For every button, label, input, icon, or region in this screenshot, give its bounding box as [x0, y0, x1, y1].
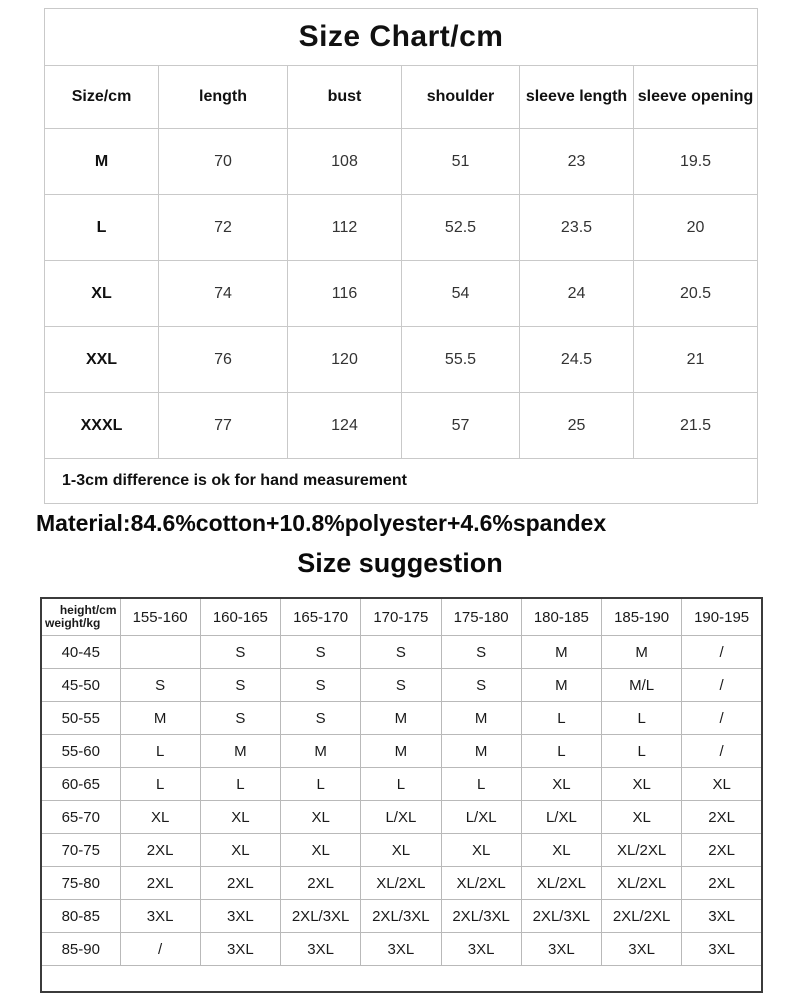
size-suggestion-table [40, 597, 763, 993]
size-recommendation-cell: L [441, 768, 521, 801]
size-recommendation-cell: 3XL [602, 933, 682, 966]
value-cell: 20.5 [634, 261, 758, 327]
size-recommendation-cell: S [281, 636, 361, 669]
size-recommendation-cell: XL [521, 834, 601, 867]
value-cell: 55.5 [402, 327, 520, 393]
value-cell: 21 [634, 327, 758, 393]
size-recommendation-cell: L [521, 735, 601, 768]
size-recommendation-cell: M [521, 636, 601, 669]
size-recommendation-cell: / [682, 702, 762, 735]
size-label-cell: M [45, 129, 159, 195]
size-recommendation-cell: 3XL [361, 933, 441, 966]
size-recommendation-cell: XL [602, 801, 682, 834]
height-column-header: 185-190 [602, 598, 682, 636]
table-row [41, 801, 762, 834]
size-recommendation-cell: S [361, 636, 441, 669]
table-row [41, 900, 762, 933]
value-cell: 112 [288, 195, 402, 261]
value-cell: 76 [159, 327, 288, 393]
value-cell: 54 [402, 261, 520, 327]
weight-label-cell: 45-50 [41, 669, 120, 702]
table-row [41, 702, 762, 735]
size-recommendation-cell: 2XL [120, 867, 200, 900]
size-chart-header-row [45, 66, 758, 129]
value-cell: 74 [159, 261, 288, 327]
size-recommendation-cell: S [441, 669, 521, 702]
size-recommendation-cell: 2XL [682, 834, 762, 867]
column-header: sleeve length [520, 66, 634, 129]
size-suggestion-title: Size suggestion [297, 548, 503, 578]
table-row [41, 735, 762, 768]
size-recommendation-cell: M [361, 735, 441, 768]
measurement-note: 1-3cm difference is ok for hand measurement [45, 459, 758, 504]
table-row [45, 327, 758, 393]
size-label-cell: XL [45, 261, 159, 327]
size-recommendation-cell: 2XL/3XL [521, 900, 601, 933]
value-cell: 23 [520, 129, 634, 195]
size-recommendation-cell: XL/2XL [521, 867, 601, 900]
height-column-header: 190-195 [682, 598, 762, 636]
table-row [41, 669, 762, 702]
column-header: sleeve opening [634, 66, 758, 129]
size-recommendation-cell: L [120, 735, 200, 768]
weight-label-cell: 40-45 [41, 636, 120, 669]
value-cell: 52.5 [402, 195, 520, 261]
size-recommendation-cell: XL [602, 768, 682, 801]
size-chart-table [44, 8, 758, 504]
size-recommendation-cell: S [120, 669, 200, 702]
size-recommendation-cell: XL [120, 801, 200, 834]
value-cell: 24.5 [520, 327, 634, 393]
size-recommendation-cell: / [682, 669, 762, 702]
size-recommendation-cell: S [281, 702, 361, 735]
table-row [45, 129, 758, 195]
size-recommendation-cell: 2XL [281, 867, 361, 900]
table-row [45, 393, 758, 459]
size-recommendation-cell: M [602, 636, 682, 669]
size-recommendation-cell: 3XL [120, 900, 200, 933]
empty-cell [41, 966, 762, 993]
table-row [41, 867, 762, 900]
size-recommendation-cell: 2XL/3XL [441, 900, 521, 933]
size-chart-title-row [45, 9, 758, 66]
table-row [45, 195, 758, 261]
size-recommendation-cell: L/XL [521, 801, 601, 834]
value-cell: 72 [159, 195, 288, 261]
corner-height-label: height/cm [59, 603, 117, 617]
size-recommendation-cell: M [120, 702, 200, 735]
size-recommendation-cell: M [521, 669, 601, 702]
size-recommendation-cell: XL [200, 834, 280, 867]
size-recommendation-cell: 3XL [441, 933, 521, 966]
value-cell: 21.5 [634, 393, 758, 459]
size-recommendation-cell: XL [361, 834, 441, 867]
size-recommendation-cell: XL [521, 768, 601, 801]
table-row [41, 834, 762, 867]
weight-label-cell: 80-85 [41, 900, 120, 933]
size-recommendation-cell: S [200, 702, 280, 735]
size-recommendation-cell: S [441, 636, 521, 669]
size-recommendation-cell: L [361, 768, 441, 801]
empty-row [41, 966, 762, 993]
size-recommendation-cell: L [200, 768, 280, 801]
size-recommendation-cell: XL [441, 834, 521, 867]
size-recommendation-cell: M [200, 735, 280, 768]
size-recommendation-cell: L [602, 702, 682, 735]
size-recommendation-cell: 2XL [682, 867, 762, 900]
table-row [45, 261, 758, 327]
height-column-header: 180-185 [521, 598, 601, 636]
material-text: Material:84.6%cotton+10.8%polyester+4.6%spandex [36, 510, 607, 536]
note-row [45, 459, 758, 504]
size-recommendation-cell: XL [281, 801, 361, 834]
value-cell: 57 [402, 393, 520, 459]
value-cell: 116 [288, 261, 402, 327]
size-recommendation-cell: 2XL [200, 867, 280, 900]
table-row [41, 768, 762, 801]
size-label-cell: XXXL [45, 393, 159, 459]
size-label-cell: XXL [45, 327, 159, 393]
size-recommendation-cell: / [682, 735, 762, 768]
height-column-header: 170-175 [361, 598, 441, 636]
value-cell: 20 [634, 195, 758, 261]
corner-cell [41, 598, 120, 636]
size-recommendation-cell: L/XL [361, 801, 441, 834]
height-column-header: 155-160 [120, 598, 200, 636]
height-column-header: 175-180 [441, 598, 521, 636]
size-recommendation-cell: XL/2XL [441, 867, 521, 900]
value-cell: 24 [520, 261, 634, 327]
size-recommendation-cell: 2XL [120, 834, 200, 867]
size-recommendation-cell: L [281, 768, 361, 801]
size-chart-title: Size Chart/cm [45, 9, 758, 66]
weight-label-cell: 70-75 [41, 834, 120, 867]
size-recommendation-cell: 3XL [200, 900, 280, 933]
weight-label-cell: 60-65 [41, 768, 120, 801]
weight-label-cell: 75-80 [41, 867, 120, 900]
size-recommendation-cell: 2XL [682, 801, 762, 834]
table-row [41, 933, 762, 966]
value-cell: 70 [159, 129, 288, 195]
size-recommendation-cell: 3XL [682, 900, 762, 933]
suggestion-header-row [41, 598, 762, 636]
size-recommendation-cell: / [682, 636, 762, 669]
value-cell: 51 [402, 129, 520, 195]
size-recommendation-cell: S [361, 669, 441, 702]
size-recommendation-cell: M [361, 702, 441, 735]
size-recommendation-cell: M [281, 735, 361, 768]
corner-weight-label: weight/kg [45, 616, 101, 630]
table-row [41, 636, 762, 669]
weight-label-cell: 55-60 [41, 735, 120, 768]
size-recommendation-cell: XL/2XL [602, 834, 682, 867]
weight-label-cell: 65-70 [41, 801, 120, 834]
size-recommendation-cell: L [602, 735, 682, 768]
size-recommendation-cell: M [441, 702, 521, 735]
height-column-header: 165-170 [281, 598, 361, 636]
size-recommendation-cell: 3XL [281, 933, 361, 966]
size-recommendation-cell: 2XL/3XL [361, 900, 441, 933]
size-recommendation-cell: L [120, 768, 200, 801]
column-header: length [159, 66, 288, 129]
height-column-header: 160-165 [200, 598, 280, 636]
size-recommendation-cell: 2XL/2XL [602, 900, 682, 933]
size-recommendation-cell: XL/2XL [361, 867, 441, 900]
weight-label-cell: 85-90 [41, 933, 120, 966]
value-cell: 25 [520, 393, 634, 459]
size-recommendation-cell: L/XL [441, 801, 521, 834]
weight-label-cell: 50-55 [41, 702, 120, 735]
value-cell: 108 [288, 129, 402, 195]
size-recommendation-cell: XL [200, 801, 280, 834]
value-cell: 19.5 [634, 129, 758, 195]
value-cell: 124 [288, 393, 402, 459]
size-recommendation-cell: 2XL/3XL [281, 900, 361, 933]
size-recommendation-cell: M [441, 735, 521, 768]
size-recommendation-cell: S [281, 669, 361, 702]
size-recommendation-cell [120, 636, 200, 669]
value-cell: 120 [288, 327, 402, 393]
column-header: Size/cm [45, 66, 159, 129]
size-recommendation-cell: 3XL [521, 933, 601, 966]
size-recommendation-cell: 3XL [200, 933, 280, 966]
value-cell: 23.5 [520, 195, 634, 261]
column-header: bust [288, 66, 402, 129]
column-header: shoulder [402, 66, 520, 129]
size-recommendation-cell: 3XL [682, 933, 762, 966]
size-recommendation-cell: S [200, 636, 280, 669]
size-recommendation-cell: XL [281, 834, 361, 867]
size-recommendation-cell: L [521, 702, 601, 735]
size-label-cell: L [45, 195, 159, 261]
size-recommendation-cell: XL/2XL [602, 867, 682, 900]
size-recommendation-cell: M/L [602, 669, 682, 702]
size-recommendation-cell: S [200, 669, 280, 702]
size-recommendation-cell: / [120, 933, 200, 966]
value-cell: 77 [159, 393, 288, 459]
size-recommendation-cell: XL [682, 768, 762, 801]
